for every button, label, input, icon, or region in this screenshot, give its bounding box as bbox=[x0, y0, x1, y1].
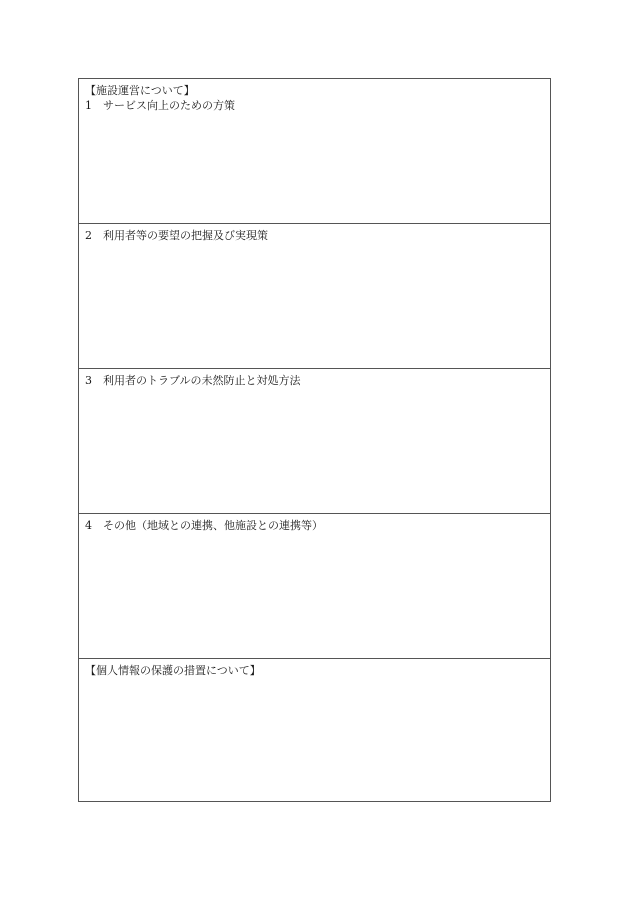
section-facility-operation[interactable] bbox=[79, 79, 550, 224]
section-trouble-prevention[interactable] bbox=[79, 369, 550, 514]
item-number: 2 bbox=[85, 229, 92, 242]
section-other-cooperation[interactable] bbox=[79, 514, 550, 659]
item-user-requests bbox=[85, 228, 544, 243]
item-title: サービス向上のための方策 bbox=[103, 99, 235, 112]
item-number: 1 bbox=[85, 99, 92, 112]
item-trouble-prevention bbox=[85, 373, 544, 388]
item-other-cooperation bbox=[85, 518, 544, 533]
item-title: その他（地域との連携、他施設との連携等） bbox=[103, 519, 323, 532]
item-number: 4 bbox=[85, 519, 92, 532]
item-title: 利用者のトラブルの未然防止と対処方法 bbox=[103, 374, 301, 387]
item-title: 利用者等の要望の把握及び実現策 bbox=[103, 229, 268, 242]
section-header: 【個人情報の保護の措置について】 bbox=[85, 664, 261, 677]
section-header: 【施設運営について】 bbox=[85, 84, 195, 97]
item-service-improvement bbox=[85, 98, 544, 113]
item-number: 3 bbox=[85, 374, 92, 387]
section-user-requests[interactable] bbox=[79, 224, 550, 369]
section-privacy-protection[interactable] bbox=[79, 659, 550, 801]
form-table bbox=[78, 78, 551, 802]
